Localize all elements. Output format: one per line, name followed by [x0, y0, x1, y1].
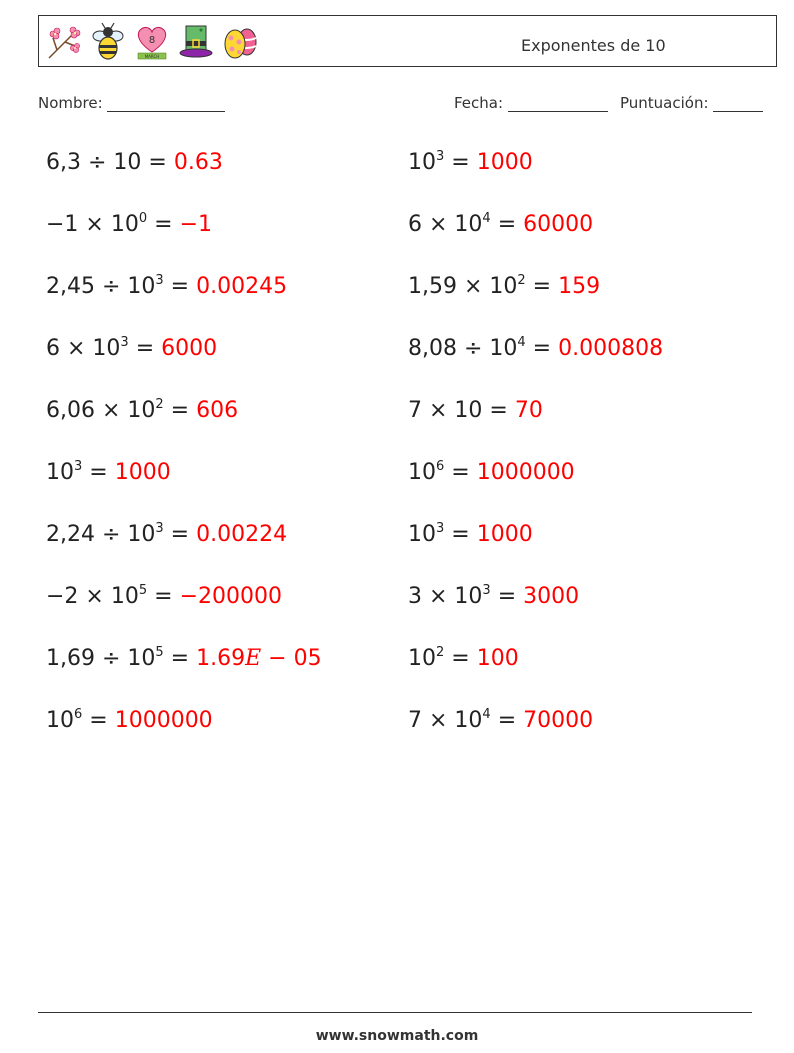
problem-5: $2,45 \div 10^3 = 0.00245$ [46, 273, 288, 299]
problem-6: $1,59 \times 10^2 = 159$ [408, 273, 601, 299]
svg-text:MARCH: MARCH [144, 54, 160, 59]
score-label: Puntuación: [620, 94, 709, 112]
problem-16: $3 \times 10^3 = 3000$ [408, 583, 580, 609]
score-blank[interactable] [713, 97, 763, 112]
problem-3: $-1 \times 10^0 = -1$ [46, 211, 212, 237]
answer: 0.63 [173, 150, 223, 175]
problem-11: $10^3 = 1000$ [46, 459, 171, 485]
answer: 0.000808 [558, 336, 664, 361]
easter-eggs-icon [221, 22, 259, 62]
date-field [454, 94, 608, 112]
problem-2: $10^3 = 1000$ [408, 149, 533, 175]
date-label: Fecha: [454, 94, 504, 112]
problem-10: 7 × 10 = 70 [408, 398, 543, 423]
problem-1: 6,3 ÷ 10 = 0.63 [46, 150, 223, 175]
answer: 3000 [523, 584, 580, 609]
theme-icons [45, 22, 259, 62]
march-8-heart-icon [133, 22, 171, 62]
answer: 1000000 [476, 460, 575, 485]
answer: −200000 [179, 584, 282, 609]
score-field [620, 94, 763, 112]
problem-14: $10^3 = 1000$ [408, 521, 533, 547]
problem-17: $1,69 \div 10^5 = 1.69E - 05$ [46, 645, 322, 671]
problem-12: $10^6 = 1000000$ [408, 459, 575, 485]
problem-18: $10^2 = 100$ [408, 645, 519, 671]
worksheet-title: Exponentes de 10 [521, 36, 666, 55]
answer: 0.00245 [196, 274, 288, 299]
problem-7: $6 \times 10^3 = 6000$ [46, 335, 218, 361]
bee-icon [89, 22, 127, 62]
date-blank[interactable] [508, 97, 608, 112]
answer: 70000 [523, 708, 594, 733]
cherry-blossom-icon [45, 22, 83, 62]
problem-4: $6 \times 10^4 = 60000$ [408, 211, 594, 237]
answer: 6000 [161, 336, 218, 361]
problem-9: $6,06 \times 10^2 = 606$ [46, 397, 239, 423]
header-box [38, 15, 777, 67]
problem-13: $2,24 \div 10^3 = 0.00224$ [46, 521, 288, 547]
answer: 1000 [476, 150, 533, 175]
answer: 100 [476, 646, 519, 671]
answer: 70 [514, 398, 543, 423]
name-blank[interactable] [107, 97, 225, 112]
answer: 1000000 [114, 708, 213, 733]
answer: 159 [558, 274, 601, 299]
answer: 1000 [114, 460, 171, 485]
footer-url[interactable]: www.snowmath.com [315, 1028, 479, 1044]
problem-19: $10^6 = 1000000$ [46, 707, 213, 733]
answer: 1.69E − 05 [196, 646, 322, 671]
answer: 606 [196, 398, 239, 423]
footer-divider [38, 1012, 752, 1013]
problem-8: $8,08 \div 10^4 = 0.000808$ [408, 335, 664, 361]
leprechaun-hat-icon [177, 22, 215, 62]
answer: −1 [179, 212, 212, 237]
problem-20: $7 \times 10^4 = 70000$ [408, 707, 594, 733]
problem-15: $-2 \times 10^5 = -200000$ [46, 583, 282, 609]
answer: 0.00224 [196, 522, 288, 547]
answer: 1000 [476, 522, 533, 547]
answer: 60000 [523, 212, 594, 237]
svg-text:8: 8 [148, 35, 156, 46]
name-field [38, 94, 225, 112]
name-label: Nombre: [38, 94, 103, 112]
